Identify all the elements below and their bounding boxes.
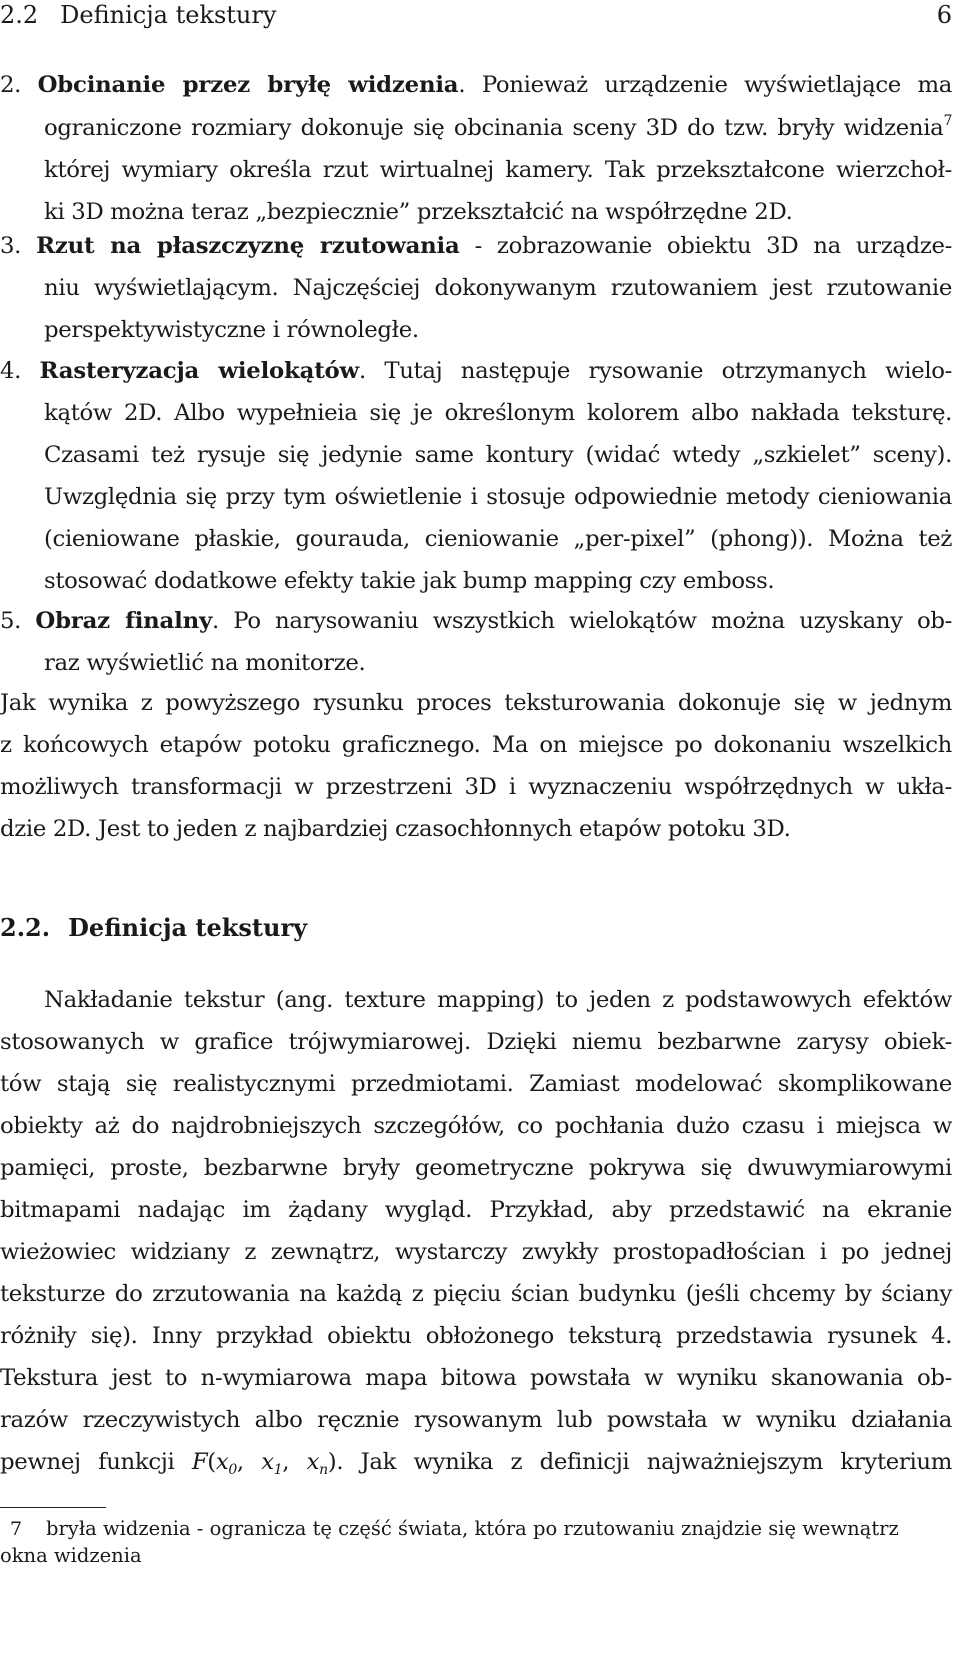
list-item-4-line-4 [44,482,952,512]
section-heading [0,913,307,943]
list-item-text: Czasami też rysuje się jedynie same kontury (widać wtedy „szkielet” sceny). [44,442,952,468]
list-item-text: ograniczone rozmiary dokonuje się obcinania sceny 3D do tzw. bryły widzenia [44,115,944,141]
footnote-mark: 7 [10,1518,23,1540]
list-item-text: której wymiary określa rzut wirtualnej kamery. Tak przekształcone wierzchoł- [44,157,952,183]
paragraph-2-line-3: tów stają się realistycznymi przedmiotami. Zamiast modelować skomplikowane [0,1071,952,1097]
paragraph-2-line-5: pamięci, proste, bezbarwne bryły geometryczne pokrywa się dwuwymiarowymi [0,1155,952,1181]
paragraph-2-line-12 [0,1447,952,1477]
text-segment: pewnej funkcji [0,1449,192,1475]
paragraph-2-line-8: teksturze do zrzutowania na każdą z pięciu ścian budynku (jeśli chcemy by ściany [0,1281,952,1307]
footnote-line-1 [0,1516,952,1542]
footnote-line-2: okna widzenia [0,1544,142,1567]
math-subscript: 0 [228,1462,237,1478]
running-head-title [0,0,276,30]
text-segment: . Jak wynika z definicji najważniejszym kryterium [336,1449,953,1475]
math-subscript: 1 [273,1462,283,1478]
paragraph-2-line-6: bitmapami nadając im żądany wygląd. Przykład, aby przedstawić na ekranie [0,1197,952,1223]
paragraph-2-line-1: Nakładanie tekstur (ang. texture mapping) to jeden z podstawowych efektów [44,987,952,1013]
list-item-text: ki 3D można teraz „bezpiecznie” przekształcić na współrzędne 2D. [44,199,793,225]
math-var: x [261,1449,274,1475]
list-item-3-line-3 [44,315,952,345]
math-paren: ) [327,1449,337,1475]
list-item-heading: Obcinanie przez bryłę widzenia [37,72,459,98]
footnote-rule [0,1507,106,1508]
list-item-2-line-1: 2. Obcinanie przez bryłę widzenia. Ponieważ urządzenie wyświetlające ma [0,72,953,98]
paragraph-1-line-4: dzie 2D. Jest to jeden z najbardziej czasochłonnych etapów potoku 3D. [0,816,791,842]
paragraph-1-line-1: Jak wynika z powyższego rysunku proces teksturowania dokonuje się w jednym [0,690,952,716]
paragraph-2-line-9: różniły się). Inny przykład obiektu obłożonego teksturą przedstawia rysunek 4. [0,1323,952,1349]
list-item-heading: Obraz finalny [35,608,213,634]
list-item-5-line-2 [44,648,952,678]
list-item-4-line-5 [44,524,952,554]
list-item-heading: Rzut na płaszczyznę rzutowania [36,233,460,259]
list-item-text: kątów 2D. Albo wypełnieia się je określonym kolorem albo nakłada teksturę. [44,400,952,426]
math-var: x [306,1449,320,1475]
list-item-text: niu wyświetlającym. Najczęściej dokonywanym rzutowaniem jest rzutowanie [44,275,952,301]
paragraph-2-line-10: Tekstura jest to n-wymiarowa mapa bitowa powstała w wyniku skanowania ob- [0,1365,952,1391]
math-paren: ( [207,1449,216,1475]
list-item-heading: Rasteryzacja wielokątów [39,358,359,384]
list-item-text: Ponieważ urządzenie wyświetlające ma [481,72,953,98]
section-title: Definicja tekstury [68,913,308,942]
running-head [0,0,952,30]
math-expression [191,1449,337,1478]
list-item-4-line-3 [44,440,952,470]
running-head-section-number: 2.2 [0,1,39,29]
list-item-text: (cieniowane płaskie, gourauda, cieniowanie „per-pixel” (phong)). Można też [44,526,952,552]
list-item-4-line-1 [0,356,952,386]
math-subscript: n [319,1462,328,1478]
list-item-2-line-2 [44,113,952,143]
list-item-text: . Po narysowaniu wszystkich wielokątów można uzyskany ob- [212,608,953,634]
list-item-text: raz wyświetlić na monitorze. [44,650,366,676]
list-item-text: stosować dodatkowe efekty takie jak bump mapping czy emboss. [44,568,775,594]
section-number: 2.2. [0,913,51,942]
list-item-text: - zobrazowanie obiektu 3D na urządze- [459,233,953,259]
list-item-number: 2. [0,72,22,98]
paragraph-2-line-7: wieżowiec widziany z zewnątrz, wystarczy zwykły prostopadłościan i po jednej [0,1239,952,1265]
page-number: 6 [936,1,952,29]
math-comma: , [282,1449,307,1475]
list-item-text: Uwzględnia się przy tym oświetlenie i stosuje odpowiednie metody cieniowania [44,484,952,510]
list-item-3-line-1 [0,231,952,261]
list-item-text: . Tutaj następuje rysowanie otrzymanych wielo- [358,358,952,384]
footnote-text: bryła widzenia - ogranicza tę część świata, która po rzutowaniu znajdzie się wewnątrz [46,1517,899,1540]
list-item-2-line-4 [44,197,952,227]
paragraph-1-line-3: możliwych transformacji w przestrzeni 3D i wyznaczeniu współrzędnych w ukła- [0,774,952,800]
list-item-4-line-2 [44,398,952,428]
footnote-reference: 7 [943,113,952,129]
list-item-number: 5. [0,608,22,634]
list-item-text: perspektywistyczne i równoległe. [44,317,419,343]
list-item-4-line-6 [44,566,952,596]
paragraph-2-line-2: stosowanych w grafice trójwymiarowej. Dzięki niemu bezbarwne zarysy obiek- [0,1029,952,1055]
math-comma: , [236,1449,262,1475]
list-item-number: 3. [0,233,22,259]
list-item-2-line-3 [44,155,952,185]
list-item-3-line-2 [44,273,952,303]
running-head-section-title: Definicja tekstury [60,1,277,29]
paragraph-1-line-2: z końcowych etapów potoku graficznego. Ma on miejsce po dokonaniu wszelkich [0,732,952,758]
list-item-number: 4. [0,358,22,384]
math-var: x [215,1449,229,1475]
paragraph-2-line-4: obiekty aż do najdrobniejszych szczegółów, co pochłania dużo czasu i miejsca w [0,1113,952,1139]
list-item-5-line-1 [0,606,952,636]
math-function: F [191,1449,208,1475]
paragraph-2-line-11: razów rzeczywistych albo ręcznie rysowanym lub powstała w wyniku działania [0,1407,952,1433]
